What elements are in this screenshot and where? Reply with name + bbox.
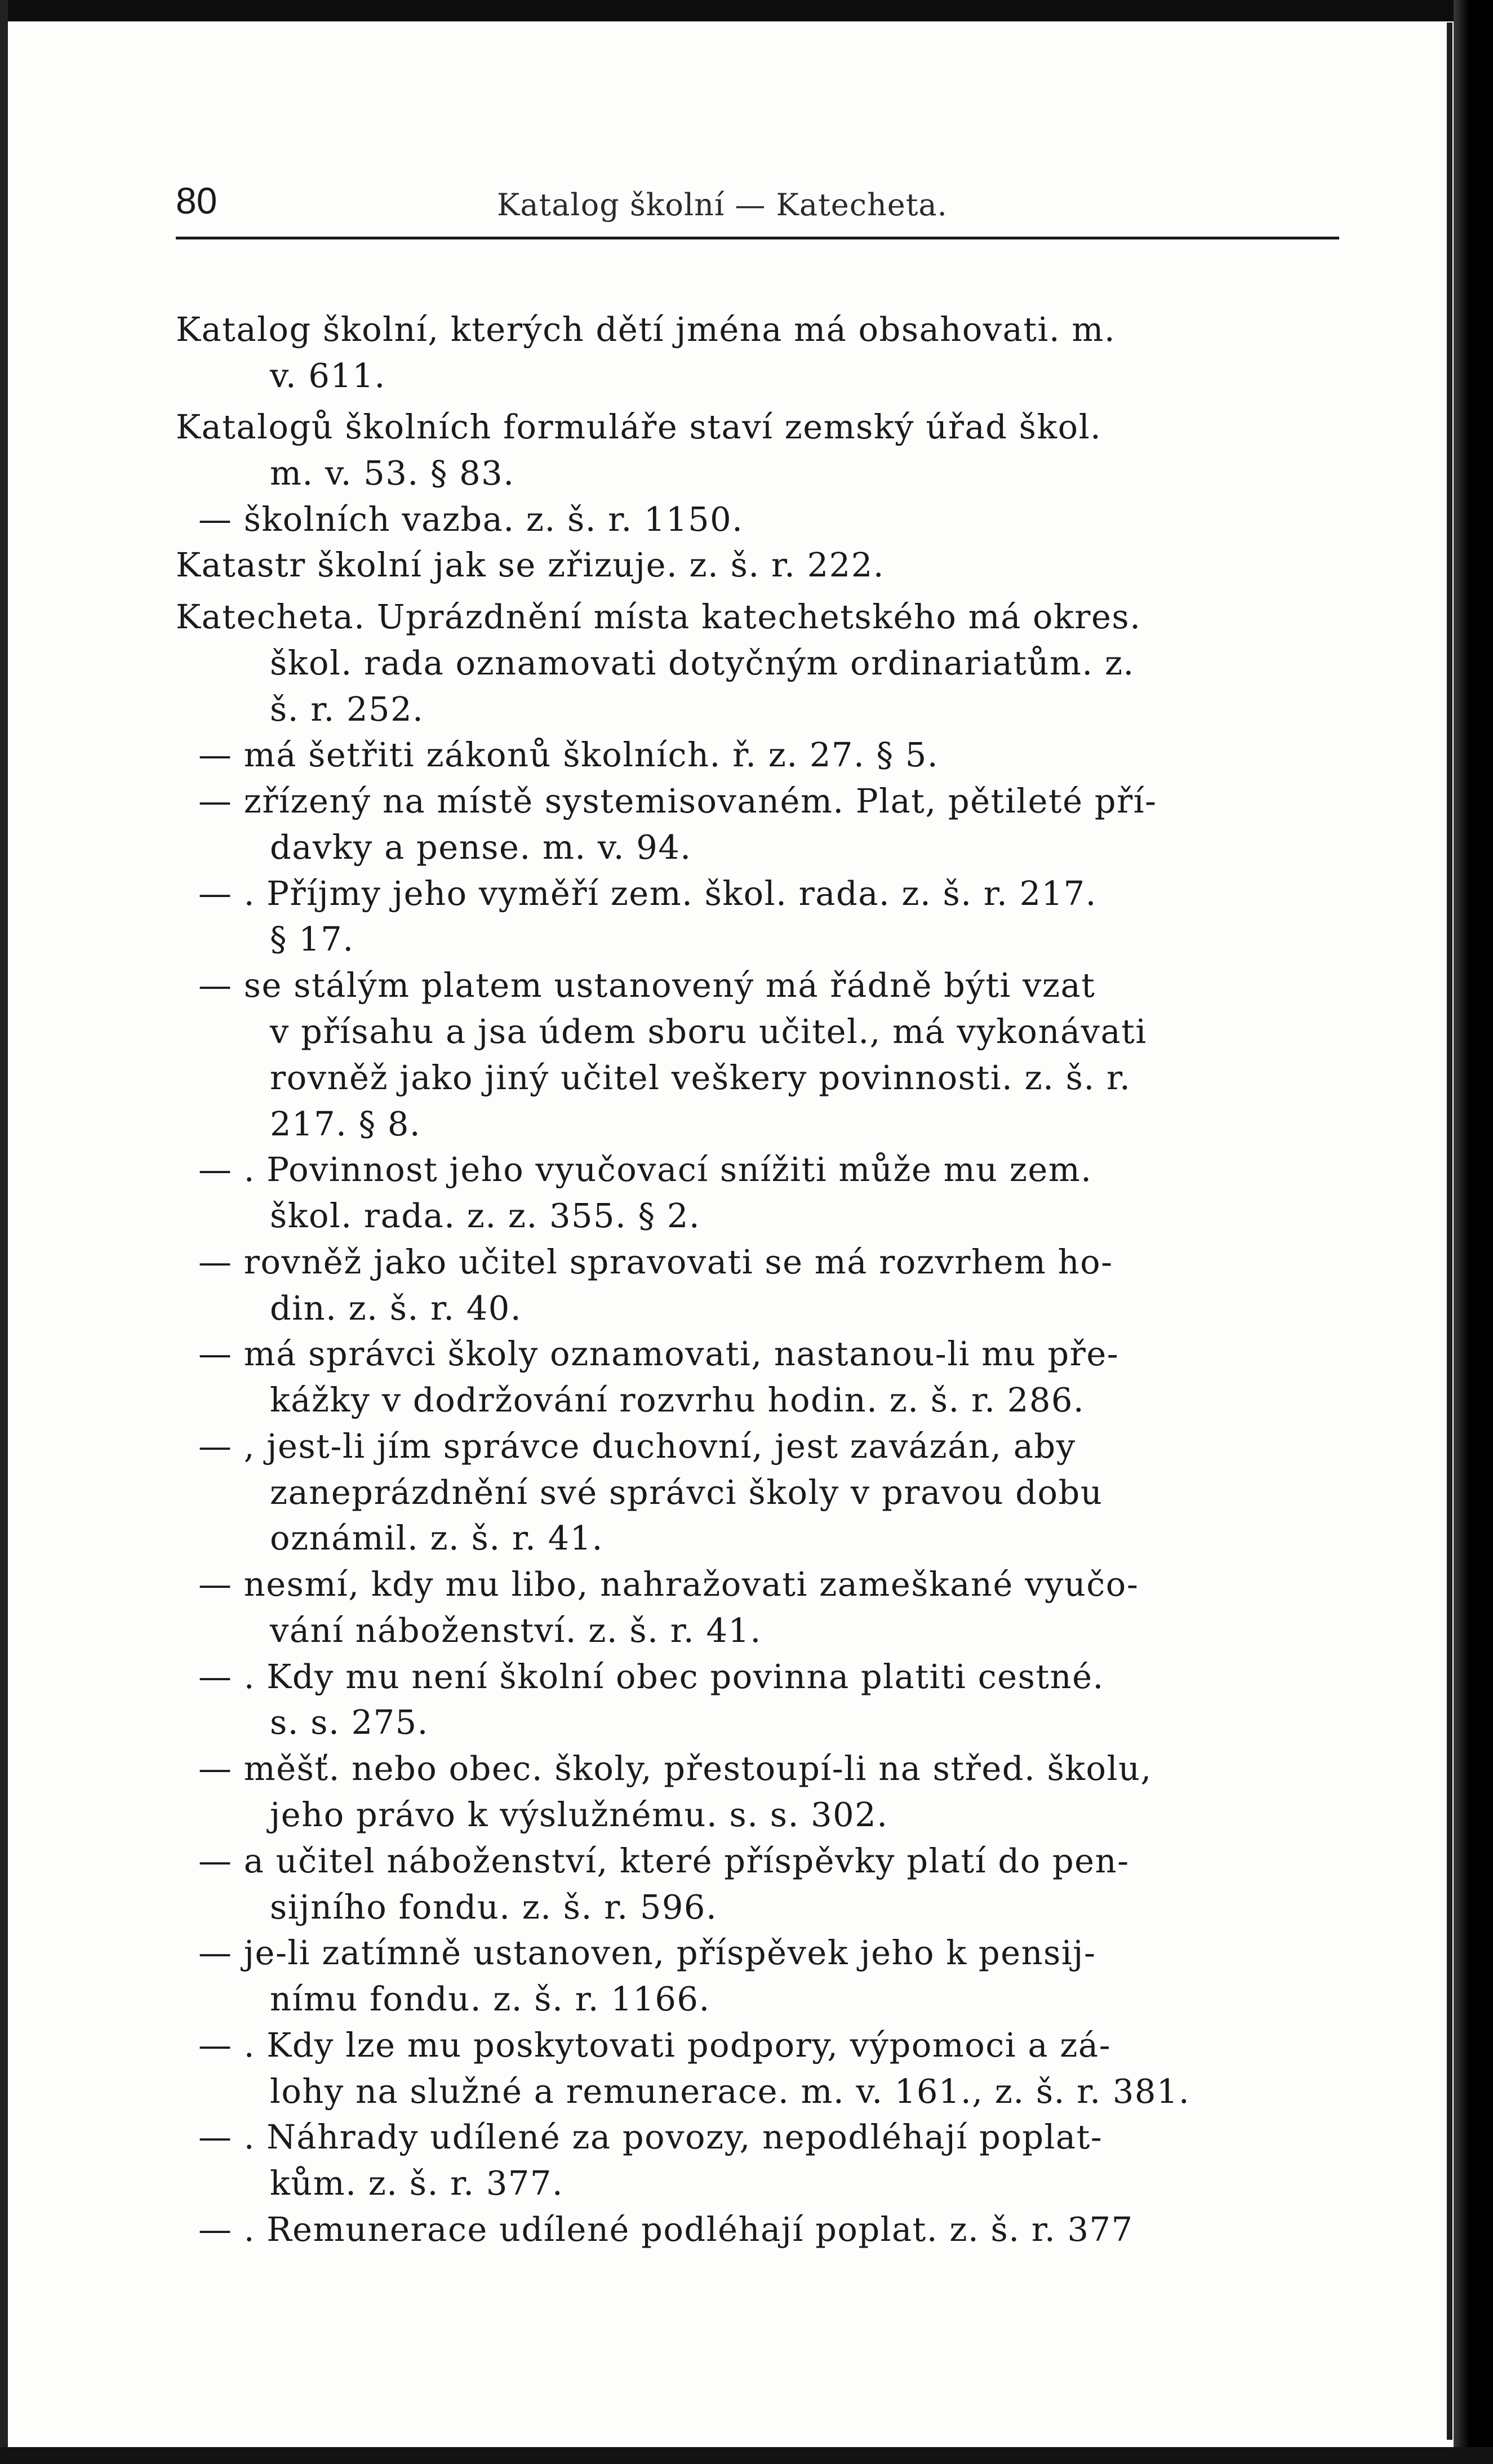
entry-line: — měšť. nebo obec. školy, přestoupí-li na střed. školu, xyxy=(198,1749,1152,1788)
entry-line: — nesmí, kdy mu libo, nahražovati zameškané vyučo- xyxy=(198,1565,1139,1604)
entry-line: oznámil. z. š. r. 41. xyxy=(270,1519,603,1557)
entry-line: Katecheta. Uprázdnění místa katechetského má okres. xyxy=(176,597,1141,636)
entry-line: rovněž jako jiný učitel veškery povinnosti. z. š. r. xyxy=(270,1058,1131,1097)
header-rule xyxy=(176,237,1339,239)
entry-line: 217. § 8. xyxy=(270,1104,421,1143)
entry-line: škol. rada. z. z. 355. § 2. xyxy=(270,1196,701,1235)
scan-edge-left xyxy=(0,0,8,2464)
page-number: 80 xyxy=(176,180,217,221)
entry-line: zaneprázdnění své správci školy v pravou dobu xyxy=(270,1473,1103,1512)
entry-line: s. s. 275. xyxy=(270,1703,429,1742)
entry-line: — má správci školy oznamovati, nastanou-li mu pře- xyxy=(198,1334,1119,1373)
entry-line: din. z. š. r. 40. xyxy=(270,1289,522,1328)
scan-edge-top xyxy=(0,0,1493,21)
entry-line: Katalogů školních formuláře staví zemský úřad škol. xyxy=(176,407,1102,446)
entry-line: — . Kdy mu není školní obec povinna platiti cestné. xyxy=(198,1657,1104,1696)
running-title: Katalog školní — Katecheta. xyxy=(497,187,948,223)
scan-edge-right xyxy=(1454,0,1493,2464)
entry-line: — . Příjmy jeho vyměří zem. škol. rada. z. š. r. 217. xyxy=(198,874,1097,913)
entry-line: nímu fondu. z. š. r. 1166. xyxy=(270,1979,710,2018)
entry-line: — se stálým platem ustanovený má řádně býti vzat xyxy=(198,966,1096,1005)
entry-line: — . Náhrady udílené za povozy, nepodléhají poplat- xyxy=(198,2117,1103,2156)
entry-line: š. r. 252. xyxy=(270,690,424,729)
entry-line: § 17. xyxy=(270,920,354,958)
entry-line: — , jest-li jím správce duchovní, jest zavázán, aby xyxy=(198,1427,1076,1466)
entry-line: — je-li zatímně ustanoven, příspěvek jeho k pensij- xyxy=(198,1933,1096,1972)
entry-line: davky a pense. m. v. 94. xyxy=(270,828,692,867)
entry-line: — . Kdy lze mu poskytovati podpory, výpomoci a zá- xyxy=(198,2026,1112,2065)
page-header xyxy=(176,176,1339,232)
scan-edge-right-inner xyxy=(1447,23,1452,2440)
entry-line: Katalog školní, kterých dětí jména má obsahovati. m. xyxy=(176,310,1116,349)
entry-line: vání náboženství. z. š. r. 41. xyxy=(270,1611,762,1650)
entry-line: — má šetřiti zákonů školních. ř. z. 27. § 5. xyxy=(198,735,939,774)
entry-line: m. v. 53. § 83. xyxy=(270,454,515,492)
entry-line: — . Povinnost jeho vyučovací snížiti může mu zem. xyxy=(198,1150,1092,1189)
entry-line: Katastr školní jak se zřizuje. z. š. r. 222. xyxy=(176,545,885,584)
entry-line: — školních vazba. z. š. r. 1150. xyxy=(198,500,744,539)
entry-line: kům. z. š. r. 377. xyxy=(270,2164,564,2203)
scan-edge-bottom xyxy=(0,2447,1493,2464)
entry-line: sijního fondu. z. š. r. 596. xyxy=(270,1888,718,1926)
entry-line: — rovněž jako učitel spravovati se má rozvrhem ho- xyxy=(198,1242,1113,1281)
entry-line: v přísahu a jsa údem sboru učitel., má vykonávati xyxy=(270,1012,1147,1051)
entry-line: — . Remunerace udílené podléhají poplat. z. š. r. 377 xyxy=(198,2210,1134,2249)
entry-line: — a učitel náboženství, které příspěvky platí do pen- xyxy=(198,1841,1130,1880)
entry-line: kážky v dodržování rozvrhu hodin. z. š. r. 286. xyxy=(270,1380,1085,1419)
entry-line: škol. rada oznamovati dotyčným ordinariatům. z. xyxy=(270,643,1135,682)
entry-line: — zřízený na místě systemisovaném. Plat, pětileté pří- xyxy=(198,782,1157,820)
entry-line: lohy na služné a remunerace. m. v. 161., z. š. r. 381. xyxy=(270,2072,1190,2111)
entry-line: jeho právo k výslužnému. s. s. 302. xyxy=(270,1795,888,1834)
entry-line: v. 611. xyxy=(270,356,386,395)
